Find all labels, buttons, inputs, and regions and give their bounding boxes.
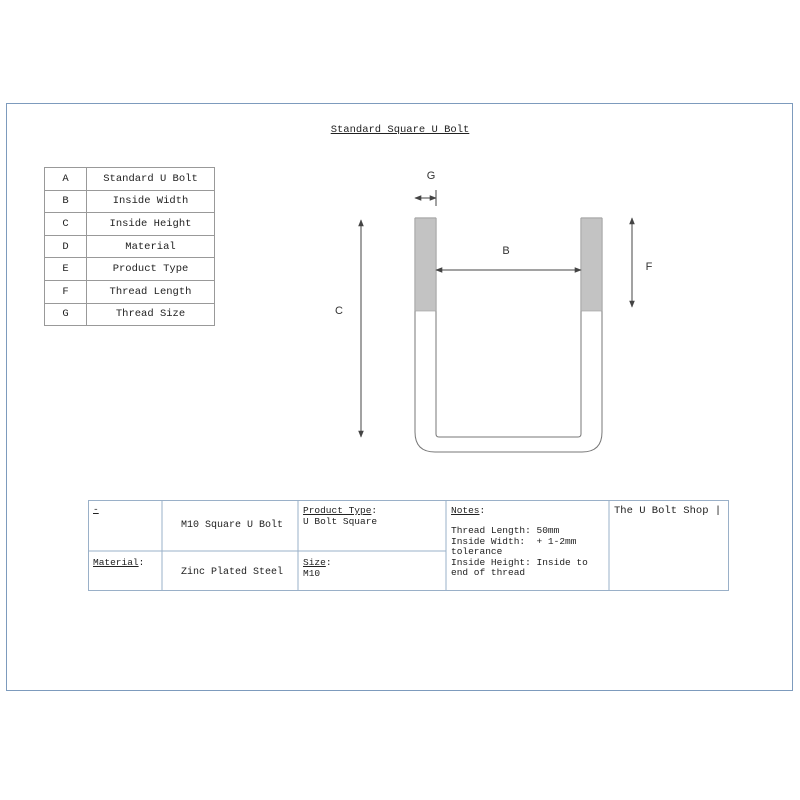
notes-line: Inside Width: + 1-2mm [451,535,577,547]
size-colon: : [325,557,332,568]
legend-value: Thread Length [87,280,215,303]
legend-value: Inside Height [87,213,215,236]
legend-key: D [45,235,87,258]
legend-key: B [45,190,87,213]
material-value: Zinc Plated Steel [180,567,284,578]
legend-value: Material [87,235,215,258]
label-b: B [502,245,510,257]
legend-value: Product Type [87,258,215,281]
product-type-colon: : [371,505,378,516]
material-label: Material [93,557,139,568]
legend-value: Thread Size [87,303,215,326]
notes-field [451,505,588,579]
product-type-field [303,505,377,527]
drawing-title: Standard Square U Bolt [330,124,470,136]
title-block-dash: - [93,504,99,515]
product-type-label: Product Type [303,505,372,516]
shop-name: The U Bolt Shop | [614,505,722,517]
material-field [93,557,144,568]
left-thread [415,218,436,311]
label-f: F [645,261,653,273]
legend-value: Standard U Bolt [87,168,215,191]
legend-key: F [45,280,87,303]
legend-value: Inside Width [87,190,215,213]
product-name: M10 Square U Bolt [180,520,284,531]
notes-line: Inside Height: Inside to [451,556,588,568]
legend-key: C [45,213,87,236]
label-g: G [426,170,436,182]
legend-key: E [45,258,87,281]
notes-line: end of thread [451,567,526,578]
legend-key: A [45,168,87,191]
product-type-value: U Bolt Square [303,516,378,527]
legend-key: G [45,303,87,326]
notes-label: Notes [451,505,480,516]
size-value: M10 [303,568,321,579]
notes-list [451,526,588,579]
notes-colon: : [479,505,486,516]
right-thread [581,218,602,311]
size-label: Size [303,557,326,568]
notes-line: Thread Length: 50mm [451,525,560,536]
title-block [88,500,729,591]
material-colon: : [138,557,145,568]
label-c: C [335,305,343,317]
size-field [303,557,332,579]
notes-line: tolerance [451,546,503,557]
